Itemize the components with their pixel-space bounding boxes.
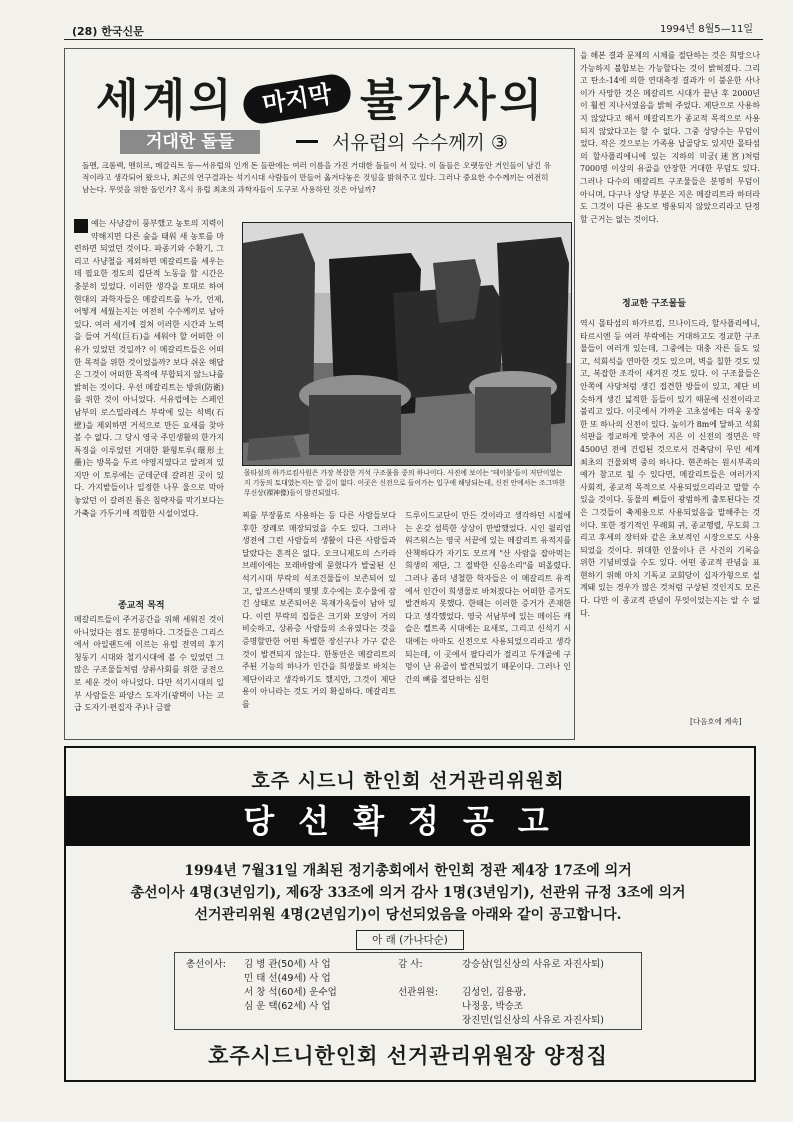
megalith-photo-art [243,223,571,465]
director-entry: 김 병 관(50세) 사 업 [244,959,331,970]
article-column-2: 찌를 부장품로 사용하는 등 다른 사람들보다 후한 장례로 매장되었을 수도 있다. 그러나 생전에 그런 사람들의 생활이 다른 사람들과 달랐다는 흔적은 없다. 오크니제도의 스카라브레이에는 모래바람에 묻혔다가 발굴된 신석기시대 부락의 석조건물들이 보존되어 있고, 알프스산맥의 몇몇 호수에는 호수물에 잠긴 상태로 보존되어온 목재가옥들이 남아 있다. 이런 부락의 집들은 크기와 모양이 거의 비슷하고, 상류층 사람들의 소유였다는 것을 증명할만한 어떤 특별한 장신구나 가구 같은 것이 발견되지 않는다. 한통안은 메갈리트의 주된 기능의 하나가 인간을 희생물로 바치는 제단이라고 생각하기도 했지만, 그것이 제단용이 아니라는 것도 거의 확실하다. 메갈리트를 [242,511,396,709]
subtitle-left: 거대한 돌들 [120,130,260,154]
directors-label: 총선이사: [186,959,226,970]
notice-body [70,860,746,926]
lead-paragraph: 돌멘, 크롬렉, 멘히르, 메갈리트 등—서유럽의 인개 돈 들판에는 여러 이름을 가진 거대한 돌들이 서 있다. 이 돌들은 오랫동안 거인들이 남긴 유적이라고 생각되어 왔으나, 최근의 연구결과는 석기시대 사람들이 만들어 옮겨다놓은 것임을 밝혀주고 있다. 그러나 중요한 수수께끼는 여전히 남는다. 무엇을 위한 돌인가? 혹시 유럽 최초의 과학자들이 도구로 사용하던 것은 아닐까? [82,161,551,194]
notice-body-line: 1994년 7월31일 개최된 정기총회에서 한인회 정관 제4장 17조에 의거 [184,863,632,879]
director-entry: 심 운 택(62세) 사 업 [244,1001,331,1012]
article-column-3: 드루이드교단이 만든 것이라고 생각하던 시절에는 온갖 섬뜩한 상상이 만발했었다. 시인 윌리엄 워즈워스는 영국 서끝에 있는 메갈리트 유적지를 산책하다가 자기도 모르게 "산 사람을 잡아먹는 희생의 제단, 그 절박한 신음소리"를 떠올렸다. 그러나 좀더 냉철한 학자들은 이 메갈리트 유적에서 인간이 희생물로 바쳐졌다는 어떠한 증거도 발견하지 못했다. 한때는 이러한 증거가 존재한다고 생각했었다. 영국 서남부에 있는 메이든 캐슬은 켈트족 시대에는 요새로, 그리고 신석기 시대에는 아마도 신전으로 사용되었으리라고 생각되는데, 이 곳에서 팔다리가 절리고 두개골에 구멍이 난 유골이 발견되었기 때문이다. 그러나 인간의 뼈를 절단하는 심헌 [405,511,571,684]
notice-banner: 당선확정공고 [243,802,573,840]
article-column-1-continued: 메갈리트들이 주거공간을 위해 세워진 것이 아니었다는 점도 분명하다. 그것들은 그리스에서 아일랜드에 이르는 유럽 전역의 후기 청동기 시대와 철기시대에 볼 수 있었던 그 많은 구조물들처럼 상류사회를 위한 궁전으로 세운 것이 아니었다. 다만 석기시대의 일부 사람들은 파양스 도자기(광택이 나는 고급 도자기·편집자 주)나 금팔 [74,615,224,713]
notice-organization: 호주 시드니 한인회 선거관리위원회 [251,770,565,792]
notice-body-line: 총선이사 4명(3년임기), 제6장 33조에 의거 감사 1명(3년임기), 선관위 규정 3조에 의거 [130,885,686,901]
auditor-label: 감 사: [398,959,423,970]
megalith-photo [242,222,572,466]
article-column-4: 을 해본 결과 문제의 시체를 절단하는 것은 희망으나 가능하지 불합보는 가능할다는 것이 밝혀졌다. 그리고 탄소-14에 의한 연대측정 결과가 이 불운한 사나이가 사망한 것은 메갈리트 시대가 끝난 후 2000년이 훨씬 지나서였음을 밝혀 주었다. 제단으로 사용하지 않았다고 해서 메갈리트가 종교적 목적으로 사용되지 않았다고는 할 수 없다. 그중 상당수는 무덤이었다. 작은 것으로는 가족용 납골당도 있지만 몰타섬의 할사플리에니에 있는 지하의 미궁(迷宮)처럼 7000명 이상의 유골을 안장한 거대한 무덤도 있다. 그러나 다수의 메갈리트 구조물들은 분명히 무덤이 아니며, 다구나 상당 부분은 지은 메갈리트라 하더라도 그것이 다른 용도로 병용되지 않았으리라고 단정할 근거는 없는 것이다. [580,51,760,224]
subtitle-dash [296,140,318,143]
committee-label: 선관위원: [398,987,438,998]
notice-section-tag: 아 래 (가나다순) [356,930,464,950]
subtitle-right: 서유럽의 수수께끼 ③ [332,132,508,154]
issue-date: 1994년 8월5—11일 [659,24,753,35]
headline-part1: 세계의 [96,75,236,126]
director-entry: 서 창 석(60세) 운수업 [244,987,337,998]
section-heading-structures: 정교한 구조물들 [622,299,686,309]
page-label: (28) 한국신문 [72,25,144,38]
committee-entry: 김성인, 김용광, [462,987,527,998]
photo-caption: 몰타섬의 하가르킴사원은 가장 복잡한 거석 구조물을 중의 하나이다. 사진에 보이는 '테이블'들이 저단이었는지 기둥의 토대였는지는 알 길이 없다. 이곳은 신전으로 들어가는 입구에 해당되는데, 신전 안에서는 조그마한 무신상(裸神像)들이 발견되었다. [244,469,566,497]
header-rule [64,39,763,40]
notice-body-line: 선거관리위원 4명(2년임기)이 당선되었음을 아래와 같이 공고합니다. [194,907,622,923]
section-heading-religious: 종교적 목적 [118,601,165,611]
article-column-4-continued: 역시 몰타섬의 하가르킴, 므나이드라, 할사플리에니, 타르시엔 등 여러 부락에는 거대하고도 정교한 구조물들이 여러개 있는데, 그중에는 대충 자른 돌도 있고, 석회석을 연마한 것도 있으며, 벽을 칠한 것도 있고, 복잡한 조각이 새겨진 것도 있다. 이 구조물들은 안쪽에 사당처럼 생긴 접견한 방들이 있고, 제단 비슷하게 생긴 넓적한 돌들이 있기 때문에 신전이라고 불리고 있다. 이곳에서 가까운 고초섬에는 더욱 웅장한 또 하나의 신전이 있다. 높이가 8m에 달하고 석회석판을 정교하게 맞추어 지은 이 신전의 정면은 약 4500년 전에 건립된 것으로서 건축담이 무인 세계 최초의 건물외벽 중의 하나다. 현존하는 원시부족의 예가 참고로 될 수 있다면, 메갈리트들은 여러가지 사회적, 종교적 목적으로 사용되었으리라고 말할 수 있을 것이다. 동물의 뼈들이 광범하게 출토된다는 것은 그것들이 축제용으로 사용되었음을 말해주는 것이다. 또한 정기적인 무례회 귀, 종교행렬, 무도회 그리고 후세의 장터와 같은 초보적인 시장으로도 사용되었을 것이다. 위대한 인물이나 큰 사건의 기록을 위한 기념비였을 수도 있다. 어떤 종교적 관념을 표현하기 위해 마치 기독교 교회당이 십자가형으로 설계돼 있는 경우가 많은 것처럼 구상된 것인지도 모른다. 다만 이 종교적 관념이 무엇이었는지는 알 수 없다. [580,319,760,618]
continued-note: [다음호에 계속] [690,717,742,726]
article-column-1 [74,218,224,574]
director-entry: 민 태 선(49세) 사 업 [244,973,331,984]
committee-entry: 나정웅, 박승조 [462,1001,524,1012]
notice-signature: 호주시드니한인회 선거관리위원장 양정집 [208,1043,608,1068]
committee-entry: 장진민(일신상의 사유로 자진사퇴) [462,1015,604,1026]
column-1-text: 예는 사냥감이 풍부했고 농토의 지력이 약해지면 다른 숲을 태워 새 농토를 마련하면 되었던 것이다. 파종기와 수확기, 그리고 사냥철을 제외하면 메갈리트를 세우는 데 필요한 정도의 집단적 노동을 할 시간은 충분히 있었다. 이러한 생각을 토대로 하여 현대의 과학자들은 메갈리트를 누가, 언제, 어떻게 세웠는지는 여전히 수수께끼로 남아 있다. 여러 세기에 걸쳐 이러한 시간과 노력을 들여 거석(巨石)을 세워야 할 어떠한 이유가 있었던 것일까? 이 메갈리트들은 어떠한 목적을 위한 것이었을까? 보다 쉬운 해답은 그것이 어떠한 목적에 부합되지 않느냐를 밝히는 것이다. 우선 메갈리트는 방위(防衛)를 위한 것이 아니었다. 서유럽에는 스페인 남부의 로스밀라레스 부락에 있는 석벽(石壁)을 제외하면 거석으로 만든 요새를 찾아볼 수 없다. 그 당시 영국 주민생활의 한가지 특징을 이루었던 거대한 환형토루(環形土壘)는 방목을 두르 야영지였다고 알려져 있지만 이 토루에는 군데군데 갈려진 곳이 있다. 가지밭들이나 일정한 나무 울으로 막아 놓았던 이 갈려진 틈은 침략자를 막기보다는 가축을 가두기에 적합한 시설이었다. [74,219,224,518]
auditor-entry: 강승삼(일신상의 사유로 자진사퇴) [462,959,604,970]
drop-cap-block [74,219,88,233]
headline-part2: 불가사의 [360,75,547,126]
headline-badge: 마지막 [241,72,354,126]
